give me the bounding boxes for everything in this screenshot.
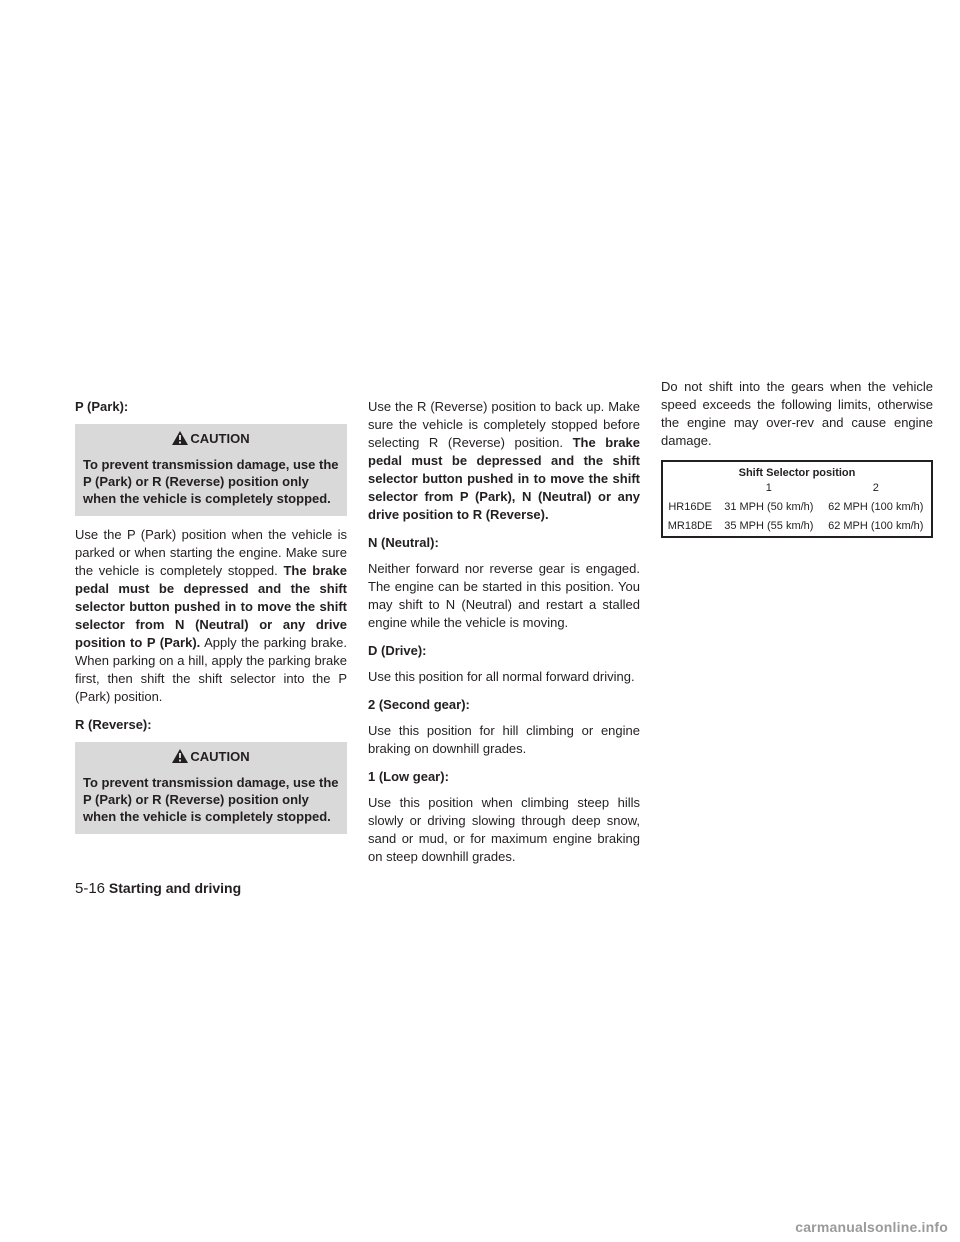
caution-label: CAUTION [190, 749, 250, 764]
column-left [75, 398, 347, 844]
caution-text: To prevent transmission damage, use the P (Park) or R (Reverse) position only when the vehicle is completely stopped. [83, 775, 339, 824]
caution-text: To prevent transmission damage, use the P (Park) or R (Reverse) position only when the vehicle is completely stopped. [83, 457, 339, 506]
reverse-paragraph [368, 398, 640, 524]
table-header-cell: 1 [765, 482, 772, 494]
caution-label: CAUTION [190, 431, 250, 446]
warning-icon [172, 431, 188, 450]
reverse-text: Use the R (Reverse) position to back up. Make sure the vehicle is completely stopped before selecting R (Reverse) position. [368, 399, 640, 450]
second-gear-text: Use this position for hill climbing or engine braking on downhill grades. [368, 723, 640, 756]
table-header-cell: 2 [872, 482, 879, 494]
table-header-cell [662, 482, 717, 498]
park-text: Use the P (Park) position when the vehicle is parked or when starting the engine. Make sure the vehicle is completely stopped. [75, 527, 347, 578]
reverse-text-bold: The brake pedal must be depressed and the shift selector button pushed in to move the shift selector from P (Park), N (Neutral) or any drive position to R (Reverse). [368, 435, 640, 522]
park-paragraph [75, 526, 347, 706]
caution-header [83, 424, 339, 456]
table-header-row [662, 482, 932, 498]
table-cell: 35 MPH (55 km/h) [724, 520, 814, 532]
table-cell: 62 MPH (100 km/h) [828, 520, 924, 532]
table-row [662, 517, 932, 537]
drive-text: Use this position for all normal forward driving. [368, 669, 635, 684]
table-row [662, 498, 932, 517]
column-right [661, 378, 933, 538]
table-cell: 31 MPH (50 km/h) [724, 501, 814, 513]
second-gear-heading: 2 (Second gear): [368, 697, 470, 712]
caution-header [83, 742, 339, 774]
neutral-heading: N (Neutral): [368, 535, 439, 550]
park-text-bold: The brake pedal must be depressed and the shift selector button pushed in to move the shift selector from N (Neutral) or any drive position to P (Park). [75, 563, 347, 650]
shift-speed-table [661, 460, 933, 538]
table-cell: 62 MPH (100 km/h) [828, 501, 924, 513]
low-gear-text: Use this position when climbing steep hills slowly or driving slowing through deep snow, sand or mud, or for maximum engine braking on steep downhill grades. [368, 795, 640, 864]
low-gear-heading: 1 (Low gear): [368, 769, 449, 784]
table-title: Shift Selector position [738, 467, 856, 479]
table-cell: MR18DE [667, 520, 713, 532]
section-title: Starting and driving [108, 880, 242, 896]
speed-limit-intro: Do not shift into the gears when the vehicle speed exceeds the following limits, otherwise the engine may over-rev and cause engine damage. [661, 379, 933, 448]
page-number: 5-16 [75, 880, 106, 897]
park-heading: P (Park): [75, 399, 129, 414]
caution-box [75, 424, 347, 516]
warning-icon [172, 749, 188, 768]
reverse-heading: R (Reverse): [75, 717, 152, 732]
column-middle [368, 398, 640, 876]
watermark: carmanualsonline.info [795, 1219, 948, 1235]
park-text-continued: Apply the parking brake. When parking on a hill, apply the parking brake first, then shift the shift selector into the P (Park) position. [75, 635, 347, 704]
caution-box [75, 742, 347, 834]
neutral-text: Neither forward nor reverse gear is engaged. The engine can be started in this position. You may shift to N (Neutral) and restart a stalled engine while the vehicle is moving. [368, 561, 640, 630]
drive-heading: D (Drive): [368, 643, 427, 658]
page-footer [75, 879, 241, 898]
table-cell: HR16DE [668, 501, 712, 513]
